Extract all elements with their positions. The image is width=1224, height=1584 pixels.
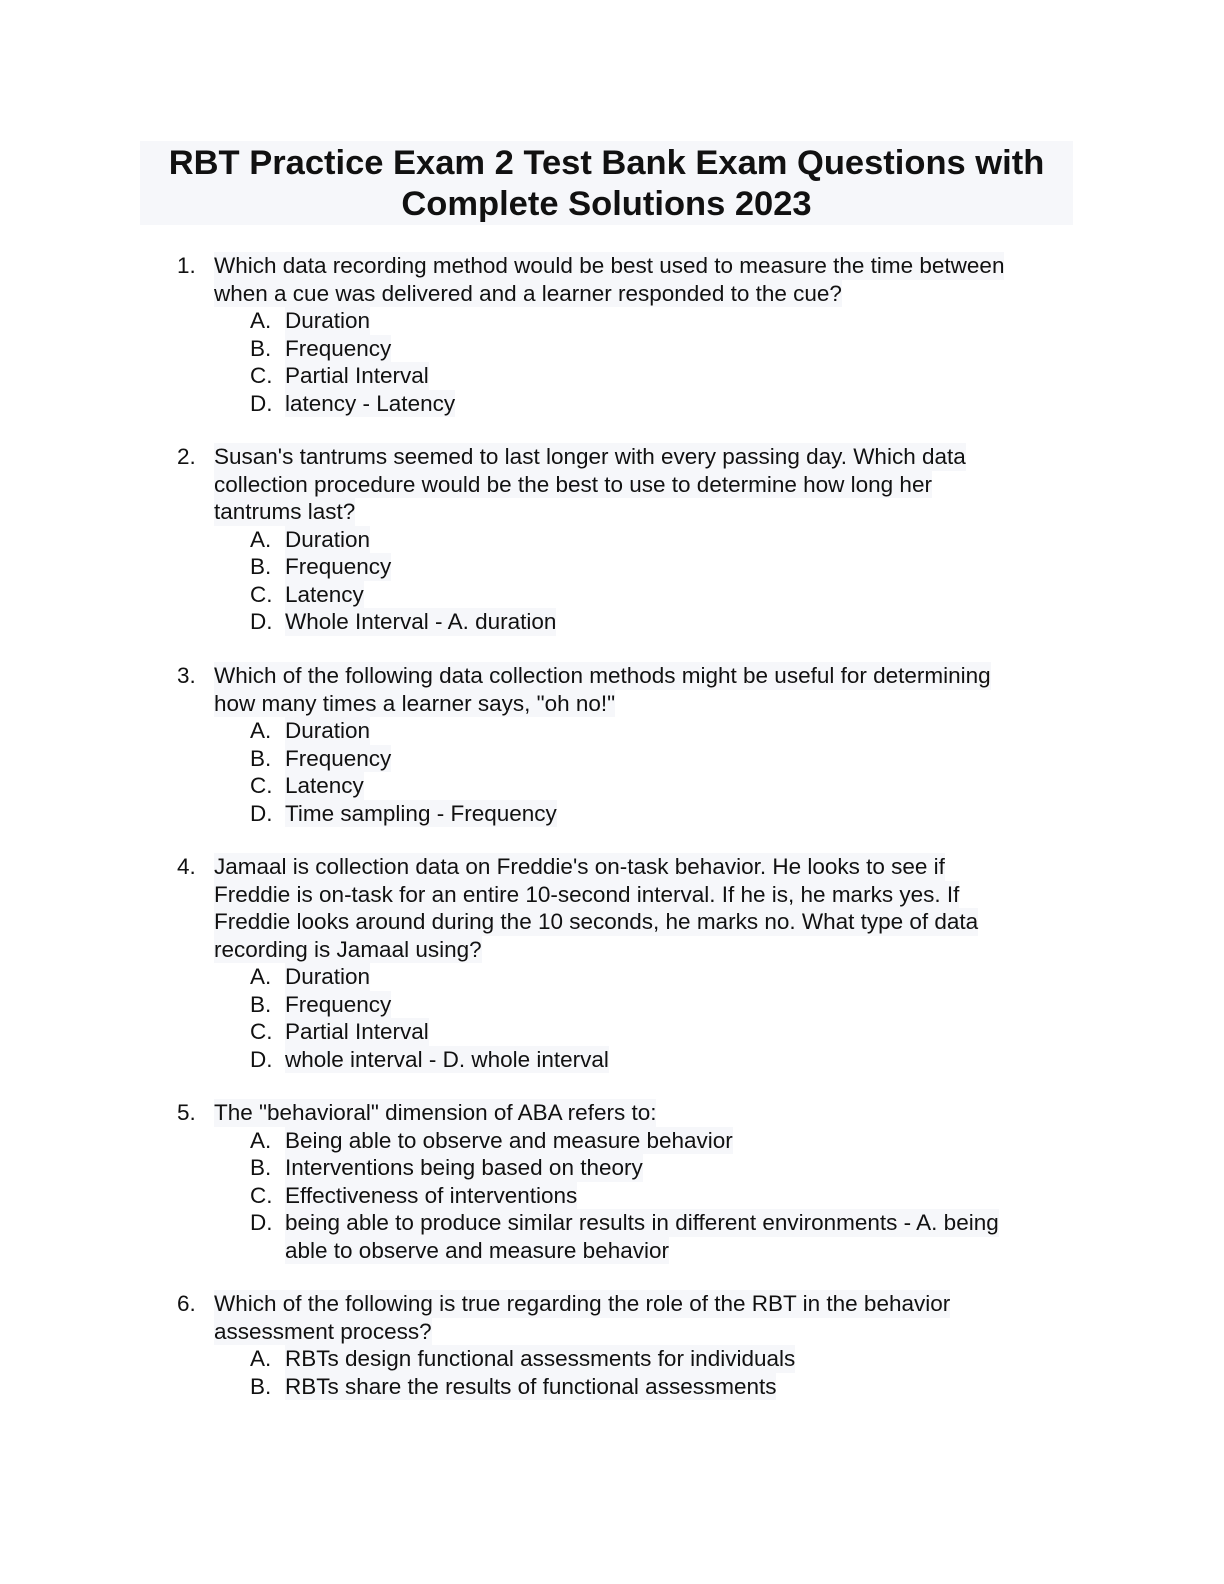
option-letter: B.: [250, 745, 272, 771]
option-letter: B.: [250, 335, 272, 361]
question-row: [0, 690, 1224, 718]
answer-option: [0, 1046, 1224, 1074]
question-text: recording is Jamaal using?: [214, 936, 482, 962]
question-row: [0, 1290, 1224, 1318]
question-text: Which data recording method would be best used to measure the time between: [214, 253, 1005, 278]
question-text: Which of the following is true regarding the role of the RBT in the behavior: [214, 1291, 951, 1316]
question-text: assessment process?: [214, 1318, 432, 1344]
question-text: how many times a learner says, "oh no!": [214, 690, 616, 716]
question-text: Jamaal is collection data on Freddie's on-task behavior. He looks to see if: [214, 854, 945, 879]
option-text: Being able to observe and measure behavior: [285, 1127, 733, 1153]
option-letter: A.: [250, 526, 272, 552]
option-letter: B.: [250, 554, 272, 579]
answer-option: [0, 1154, 1224, 1182]
option-text: able to observe and measure behavior: [285, 1237, 669, 1263]
question-row: [0, 936, 1224, 964]
question-item: [0, 1099, 1224, 1264]
answer-option: [0, 1373, 1224, 1401]
question-number: 4.: [177, 854, 196, 879]
option-text: Duration: [285, 308, 371, 333]
option-text: RBTs share the results of functional assessments: [285, 1373, 777, 1399]
answer-option: [0, 1127, 1224, 1155]
option-letter: B.: [250, 1373, 272, 1399]
option-text: Partial Interval: [285, 1019, 429, 1044]
question-text: Susan's tantrums seemed to last longer with every passing day. Which data: [214, 444, 966, 469]
answer-option: [0, 1237, 1224, 1265]
question-item: [0, 443, 1224, 636]
question-text: The "behavioral" dimension of ABA refers to:: [214, 1100, 657, 1125]
title-line-1: RBT Practice Exam 2 Test Bank Exam Questions with: [168, 144, 1045, 182]
answer-option: [0, 1018, 1224, 1046]
question-row: [0, 881, 1224, 909]
document-title: [140, 141, 1073, 225]
option-text: Duration: [285, 964, 371, 989]
question-text: tantrums last?: [214, 499, 356, 524]
option-letter: C.: [250, 773, 273, 798]
question-row: [0, 662, 1224, 690]
question-item: [0, 853, 1224, 1073]
title-line-2: Complete Solutions 2023: [401, 185, 812, 223]
answer-option: [0, 307, 1224, 335]
question-row: [0, 498, 1224, 526]
option-text: Frequency: [285, 991, 392, 1017]
option-text: Frequency: [285, 335, 392, 361]
question-row: [0, 1318, 1224, 1346]
question-row: [0, 1099, 1224, 1127]
option-letter: A.: [250, 964, 272, 989]
option-letter: B.: [250, 1155, 272, 1180]
question-text: Freddie is on-task for an entire 10-second interval. If he is, he marks yes. If: [214, 881, 960, 907]
answer-option: [0, 963, 1224, 991]
question-number: 5.: [177, 1100, 196, 1125]
option-text: latency - Latency: [285, 390, 456, 416]
option-letter: D.: [250, 609, 273, 634]
option-text: Frequency: [285, 745, 392, 771]
question-item: [0, 252, 1224, 417]
option-text: Interventions being based on theory: [285, 1155, 643, 1180]
option-text: Latency: [285, 773, 364, 798]
question-row: [0, 280, 1224, 308]
question-item: [0, 662, 1224, 827]
answer-option: [0, 745, 1224, 773]
question-number: 6.: [177, 1291, 196, 1316]
question-text: when a cue was delivered and a learner responded to the cue?: [214, 280, 842, 306]
option-text: being able to produce similar results in different environments - A. being: [285, 1210, 999, 1235]
question-item: [0, 1290, 1224, 1400]
option-letter: C.: [250, 1019, 273, 1044]
answer-option: [0, 335, 1224, 363]
option-text: whole interval - D. whole interval: [285, 1046, 609, 1072]
option-text: Duration: [285, 718, 371, 743]
option-letter: D.: [250, 1210, 273, 1235]
option-letter: C.: [250, 581, 273, 607]
question-text: collection procedure would be the best to use to determine how long her: [214, 471, 932, 497]
answer-option: [0, 991, 1224, 1019]
option-letter: D.: [250, 390, 273, 416]
option-letter: C.: [250, 1182, 273, 1208]
question-row: [0, 853, 1224, 881]
answer-option: [0, 772, 1224, 800]
question-row: [0, 443, 1224, 471]
answer-option: [0, 1345, 1224, 1373]
option-letter: D.: [250, 800, 273, 826]
answer-option: [0, 553, 1224, 581]
question-text: Freddie looks around during the 10 seconds, he marks no. What type of data: [214, 909, 979, 934]
option-letter: C.: [250, 363, 273, 388]
answer-option: [0, 608, 1224, 636]
option-letter: B.: [250, 991, 272, 1017]
question-number: 2.: [177, 444, 196, 469]
option-text: Whole Interval - A. duration: [285, 609, 557, 634]
option-letter: A.: [250, 718, 272, 743]
option-text: Time sampling - Frequency: [285, 800, 557, 826]
answer-option: [0, 390, 1224, 418]
answer-option: [0, 1182, 1224, 1210]
option-text: Frequency: [285, 554, 392, 579]
question-text: Which of the following data collection methods might be useful for determining: [214, 663, 991, 688]
option-letter: A.: [250, 1127, 272, 1153]
option-text: Latency: [285, 581, 364, 607]
option-text: Partial Interval: [285, 363, 429, 388]
option-letter: D.: [250, 1046, 273, 1072]
question-row: [0, 252, 1224, 280]
option-text: RBTs design functional assessments for individuals: [285, 1346, 796, 1371]
answer-option: [0, 581, 1224, 609]
option-letter: A.: [250, 308, 272, 333]
question-number: 3.: [177, 663, 196, 688]
answer-option: [0, 526, 1224, 554]
answer-option: [0, 1209, 1224, 1237]
answer-option: [0, 800, 1224, 828]
question-row: [0, 908, 1224, 936]
answer-option: [0, 362, 1224, 390]
option-letter: A.: [250, 1346, 272, 1371]
question-number: 1.: [177, 253, 196, 278]
option-text: Effectiveness of interventions: [285, 1182, 578, 1208]
answer-option: [0, 717, 1224, 745]
question-row: [0, 471, 1224, 499]
option-text: Duration: [285, 526, 371, 552]
